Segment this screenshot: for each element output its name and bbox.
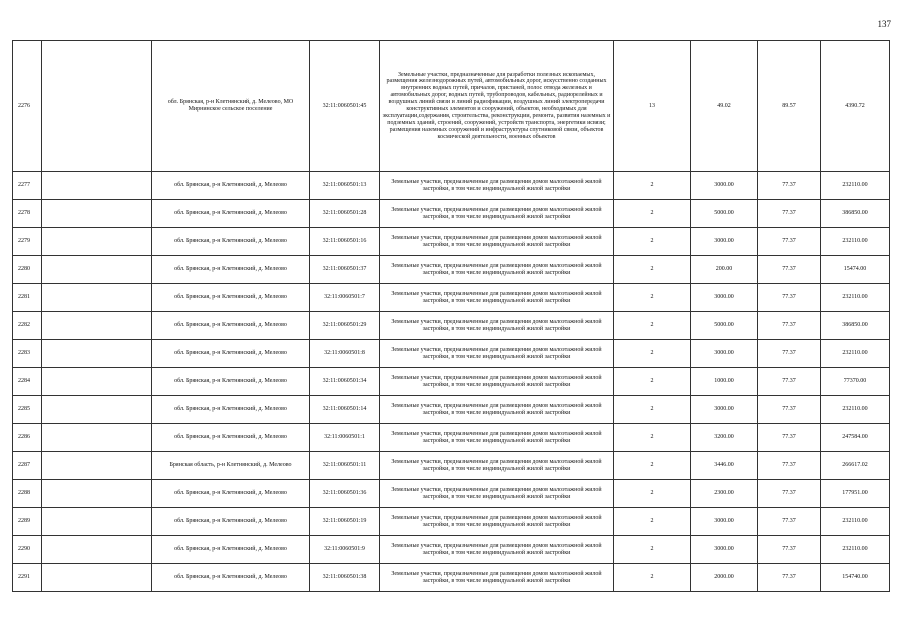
blank-cell [42,480,152,508]
row-number-cell: 2291 [13,564,42,592]
cadastral-number-cell: 32:11:0060501:9 [310,536,380,564]
address-cell: Брянская область, р-н Клетнянский, д. Мелеово [152,452,310,480]
rate-cell: 77.37 [758,200,821,228]
cadastral-number-cell: 32:11:0060501:34 [310,368,380,396]
cadastral-number-cell: 32:11:0060501:36 [310,480,380,508]
group-code-cell: 2 [614,340,691,368]
blank-cell [42,200,152,228]
blank-cell [42,172,152,200]
row-number-cell: 2279 [13,228,42,256]
table-row [13,480,890,508]
row-number-cell: 2282 [13,312,42,340]
rate-cell: 77.37 [758,452,821,480]
row-number-cell: 2289 [13,508,42,536]
group-code-cell: 2 [614,228,691,256]
blank-cell [42,284,152,312]
table-row [13,424,890,452]
area-cell: 3000.00 [691,340,758,368]
cadastral-value-cell: 247584.00 [821,424,890,452]
land-use-description-cell: Земельные участки, предназначенные для размещения домов малоэтажной жилой застройки, в том числе индивидуальной жилой застройки [380,424,614,452]
cadastral-value-cell: 232110.00 [821,172,890,200]
group-code-cell: 2 [614,508,691,536]
page-number: 137 [877,19,891,29]
address-cell: обл. Брянская, р-н Клетнянский, д. Мелеово [152,508,310,536]
cadastral-value-cell: 15474.00 [821,256,890,284]
table-row [13,536,890,564]
area-cell: 2300.00 [691,480,758,508]
blank-cell [42,228,152,256]
table-row [13,564,890,592]
cadastral-value-cell: 232110.00 [821,536,890,564]
area-cell: 3200.00 [691,424,758,452]
land-use-description-cell: Земельные участки, предназначенные для размещения домов малоэтажной жилой застройки, в том числе индивидуальной жилой застройки [380,172,614,200]
address-cell: обл. Брянская, р-н Клетнянский, д. Мелеово [152,424,310,452]
cadastral-number-cell: 32:11:0060501:29 [310,312,380,340]
cadastral-value-cell: 77370.00 [821,368,890,396]
table-row [13,312,890,340]
address-cell: обл. Брянская, р-н Клетнянский, д. Мелеово [152,368,310,396]
table-row [13,200,890,228]
area-cell: 1000.00 [691,368,758,396]
blank-cell [42,340,152,368]
address-cell: обл. Брянская, р-н Клетнянский, д. Мелеово [152,396,310,424]
cadastral-value-cell: 232110.00 [821,228,890,256]
address-cell: обл. Брянская, р-н Клетнянский, д. Мелеово [152,536,310,564]
address-cell: обл. Брянская, р-н Клетнянский, д. Мелеово [152,312,310,340]
blank-cell [42,312,152,340]
group-code-cell: 2 [614,480,691,508]
cadastral-value-cell: 232110.00 [821,396,890,424]
table-row [13,256,890,284]
cadastral-value-cell: 232110.00 [821,284,890,312]
cadastral-value-cell: 177951.00 [821,480,890,508]
group-code-cell: 2 [614,536,691,564]
cadastral-value-cell: 386850.00 [821,200,890,228]
address-cell: обл. Брянская, р-н Клетнянский, д. Мелеово [152,480,310,508]
cadastral-number-cell: 32:11:0060501:7 [310,284,380,312]
rate-cell: 77.37 [758,172,821,200]
group-code-cell: 2 [614,200,691,228]
table-row [13,452,890,480]
area-cell: 5000.00 [691,200,758,228]
address-cell: обл. Брянская, р-н Клетнянский, д. Мелеово [152,284,310,312]
row-number-cell: 2287 [13,452,42,480]
land-registry-table [12,40,890,592]
group-code-cell: 2 [614,172,691,200]
land-use-description-cell: Земельные участки, предназначенные для размещения домов малоэтажной жилой застройки, в том числе индивидуальной жилой застройки [380,340,614,368]
area-cell: 3000.00 [691,228,758,256]
cadastral-value-cell: 232110.00 [821,340,890,368]
address-cell: обл. Брянская, р-н Клетнянский, д. Мелеово, МО Мирнинское сельское поселение [152,41,310,172]
blank-cell [42,368,152,396]
land-use-description-cell: Земельные участки, предназначенные для размещения домов малоэтажной жилой застройки, в том числе индивидуальной жилой застройки [380,396,614,424]
land-use-description-cell: Земельные участки, предназначенные для размещения домов малоэтажной жилой застройки, в том числе индивидуальной жилой застройки [380,508,614,536]
land-use-description-cell: Земельные участки, предназначенные для размещения домов малоэтажной жилой застройки, в том числе индивидуальной жилой застройки [380,564,614,592]
cadastral-value-cell: 232110.00 [821,508,890,536]
blank-cell [42,452,152,480]
cadastral-number-cell: 32:11:0060501:8 [310,340,380,368]
row-number-cell: 2281 [13,284,42,312]
cadastral-number-cell: 32:11:0060501:37 [310,256,380,284]
group-code-cell: 2 [614,284,691,312]
row-number-cell: 2283 [13,340,42,368]
rate-cell: 89.57 [758,41,821,172]
address-cell: обл. Брянская, р-н Клетнянский, д. Мелеово [152,200,310,228]
row-number-cell: 2290 [13,536,42,564]
rate-cell: 77.37 [758,228,821,256]
rate-cell: 77.37 [758,508,821,536]
land-use-description-cell: Земельные участки, предназначенные для размещения домов малоэтажной жилой застройки, в том числе индивидуальной жилой застройки [380,312,614,340]
cadastral-number-cell: 32:11:0060501:1 [310,424,380,452]
cadastral-number-cell: 32:11:0060501:14 [310,396,380,424]
rate-cell: 77.37 [758,284,821,312]
area-cell: 3000.00 [691,508,758,536]
blank-cell [42,536,152,564]
land-use-description-cell: Земельные участки, предназначенные для размещения домов малоэтажной жилой застройки, в том числе индивидуальной жилой застройки [380,480,614,508]
group-code-cell: 2 [614,396,691,424]
row-number-cell: 2278 [13,200,42,228]
cadastral-number-cell: 32:11:0060501:19 [310,508,380,536]
area-cell: 3000.00 [691,396,758,424]
area-cell: 3000.00 [691,536,758,564]
area-cell: 200.00 [691,256,758,284]
table-row [13,508,890,536]
rate-cell: 77.37 [758,536,821,564]
group-code-cell: 2 [614,256,691,284]
area-cell: 5000.00 [691,312,758,340]
row-number-cell: 2284 [13,368,42,396]
cadastral-number-cell: 32:11:0060501:11 [310,452,380,480]
cadastral-number-cell: 32:11:0060501:45 [310,41,380,172]
cadastral-number-cell: 32:11:0060501:13 [310,172,380,200]
table-row [13,172,890,200]
area-cell: 3446.00 [691,452,758,480]
group-code-cell: 2 [614,312,691,340]
table-row [13,228,890,256]
table-row [13,368,890,396]
address-cell: обл. Брянская, р-н Клетнянский, д. Мелеово [152,256,310,284]
row-number-cell: 2286 [13,424,42,452]
land-use-description-cell: Земельные участки, предназначенные для размещения домов малоэтажной жилой застройки, в том числе индивидуальной жилой застройки [380,256,614,284]
group-code-cell: 2 [614,368,691,396]
cadastral-value-cell: 4390.72 [821,41,890,172]
land-use-description-cell: Земельные участки, предназначенные для разработки полезных ископаемых, размещения железнодорожных путей, автомобильных дорог, искусственно созданных внутренних водных путей, причалов, пристаней, полос отвода железных и автомобильных дорог, водных путей, трубопроводов, кабельных, радиорелейных и воздушных линий связи и линий радиофикации, воздушных линий электропередачи конструктивных элементов и сооружений, объектов, необходимых для эксплуатации,содержания, строительства, реконструкции, ремонта, развития наземных и подземных зданий, строений, сооружений, устройств транспорта, энергетики исвязи; размещения наземных сооружений и инфраструктуры спутниковой связи, объектов космической деятельности, военных объектов [380,41,614,172]
cadastral-number-cell: 32:11:0060501:28 [310,200,380,228]
group-code-cell: 2 [614,564,691,592]
cadastral-value-cell: 154740.00 [821,564,890,592]
land-use-description-cell: Земельные участки, предназначенные для размещения домов малоэтажной жилой застройки, в том числе индивидуальной жилой застройки [380,452,614,480]
address-cell: обл. Брянская, р-н Клетнянский, д. Мелеово [152,172,310,200]
address-cell: обл. Брянская, р-н Клетнянский, д. Мелеово [152,228,310,256]
land-use-description-cell: Земельные участки, предназначенные для размещения домов малоэтажной жилой застройки, в том числе индивидуальной жилой застройки [380,200,614,228]
blank-cell [42,564,152,592]
blank-cell [42,41,152,172]
blank-cell [42,424,152,452]
table-row [13,41,890,172]
row-number-cell: 2285 [13,396,42,424]
area-cell: 49.02 [691,41,758,172]
blank-cell [42,508,152,536]
rate-cell: 77.37 [758,480,821,508]
table-row [13,284,890,312]
address-cell: обл. Брянская, р-н Клетнянский, д. Мелеово [152,564,310,592]
rate-cell: 77.37 [758,396,821,424]
row-number-cell: 2280 [13,256,42,284]
row-number-cell: 2276 [13,41,42,172]
cadastral-value-cell: 266617.02 [821,452,890,480]
rate-cell: 77.37 [758,564,821,592]
land-use-description-cell: Земельные участки, предназначенные для размещения домов малоэтажной жилой застройки, в том числе индивидуальной жилой застройки [380,228,614,256]
rate-cell: 77.37 [758,368,821,396]
cadastral-number-cell: 32:11:0060501:16 [310,228,380,256]
rate-cell: 77.37 [758,424,821,452]
land-use-description-cell: Земельные участки, предназначенные для размещения домов малоэтажной жилой застройки, в том числе индивидуальной жилой застройки [380,284,614,312]
rate-cell: 77.37 [758,312,821,340]
group-code-cell: 13 [614,41,691,172]
blank-cell [42,396,152,424]
rate-cell: 77.37 [758,256,821,284]
land-use-description-cell: Земельные участки, предназначенные для размещения домов малоэтажной жилой застройки, в том числе индивидуальной жилой застройки [380,536,614,564]
area-cell: 3000.00 [691,284,758,312]
area-cell: 2000.00 [691,564,758,592]
row-number-cell: 2288 [13,480,42,508]
cadastral-value-cell: 386850.00 [821,312,890,340]
rate-cell: 77.37 [758,340,821,368]
row-number-cell: 2277 [13,172,42,200]
address-cell: обл. Брянская, р-н Клетнянский, д. Мелеово [152,340,310,368]
group-code-cell: 2 [614,424,691,452]
table-row [13,340,890,368]
cadastral-number-cell: 32:11:0060501:38 [310,564,380,592]
area-cell: 3000.00 [691,172,758,200]
table-row [13,396,890,424]
land-use-description-cell: Земельные участки, предназначенные для размещения домов малоэтажной жилой застройки, в том числе индивидуальной жилой застройки [380,368,614,396]
blank-cell [42,256,152,284]
group-code-cell: 2 [614,452,691,480]
